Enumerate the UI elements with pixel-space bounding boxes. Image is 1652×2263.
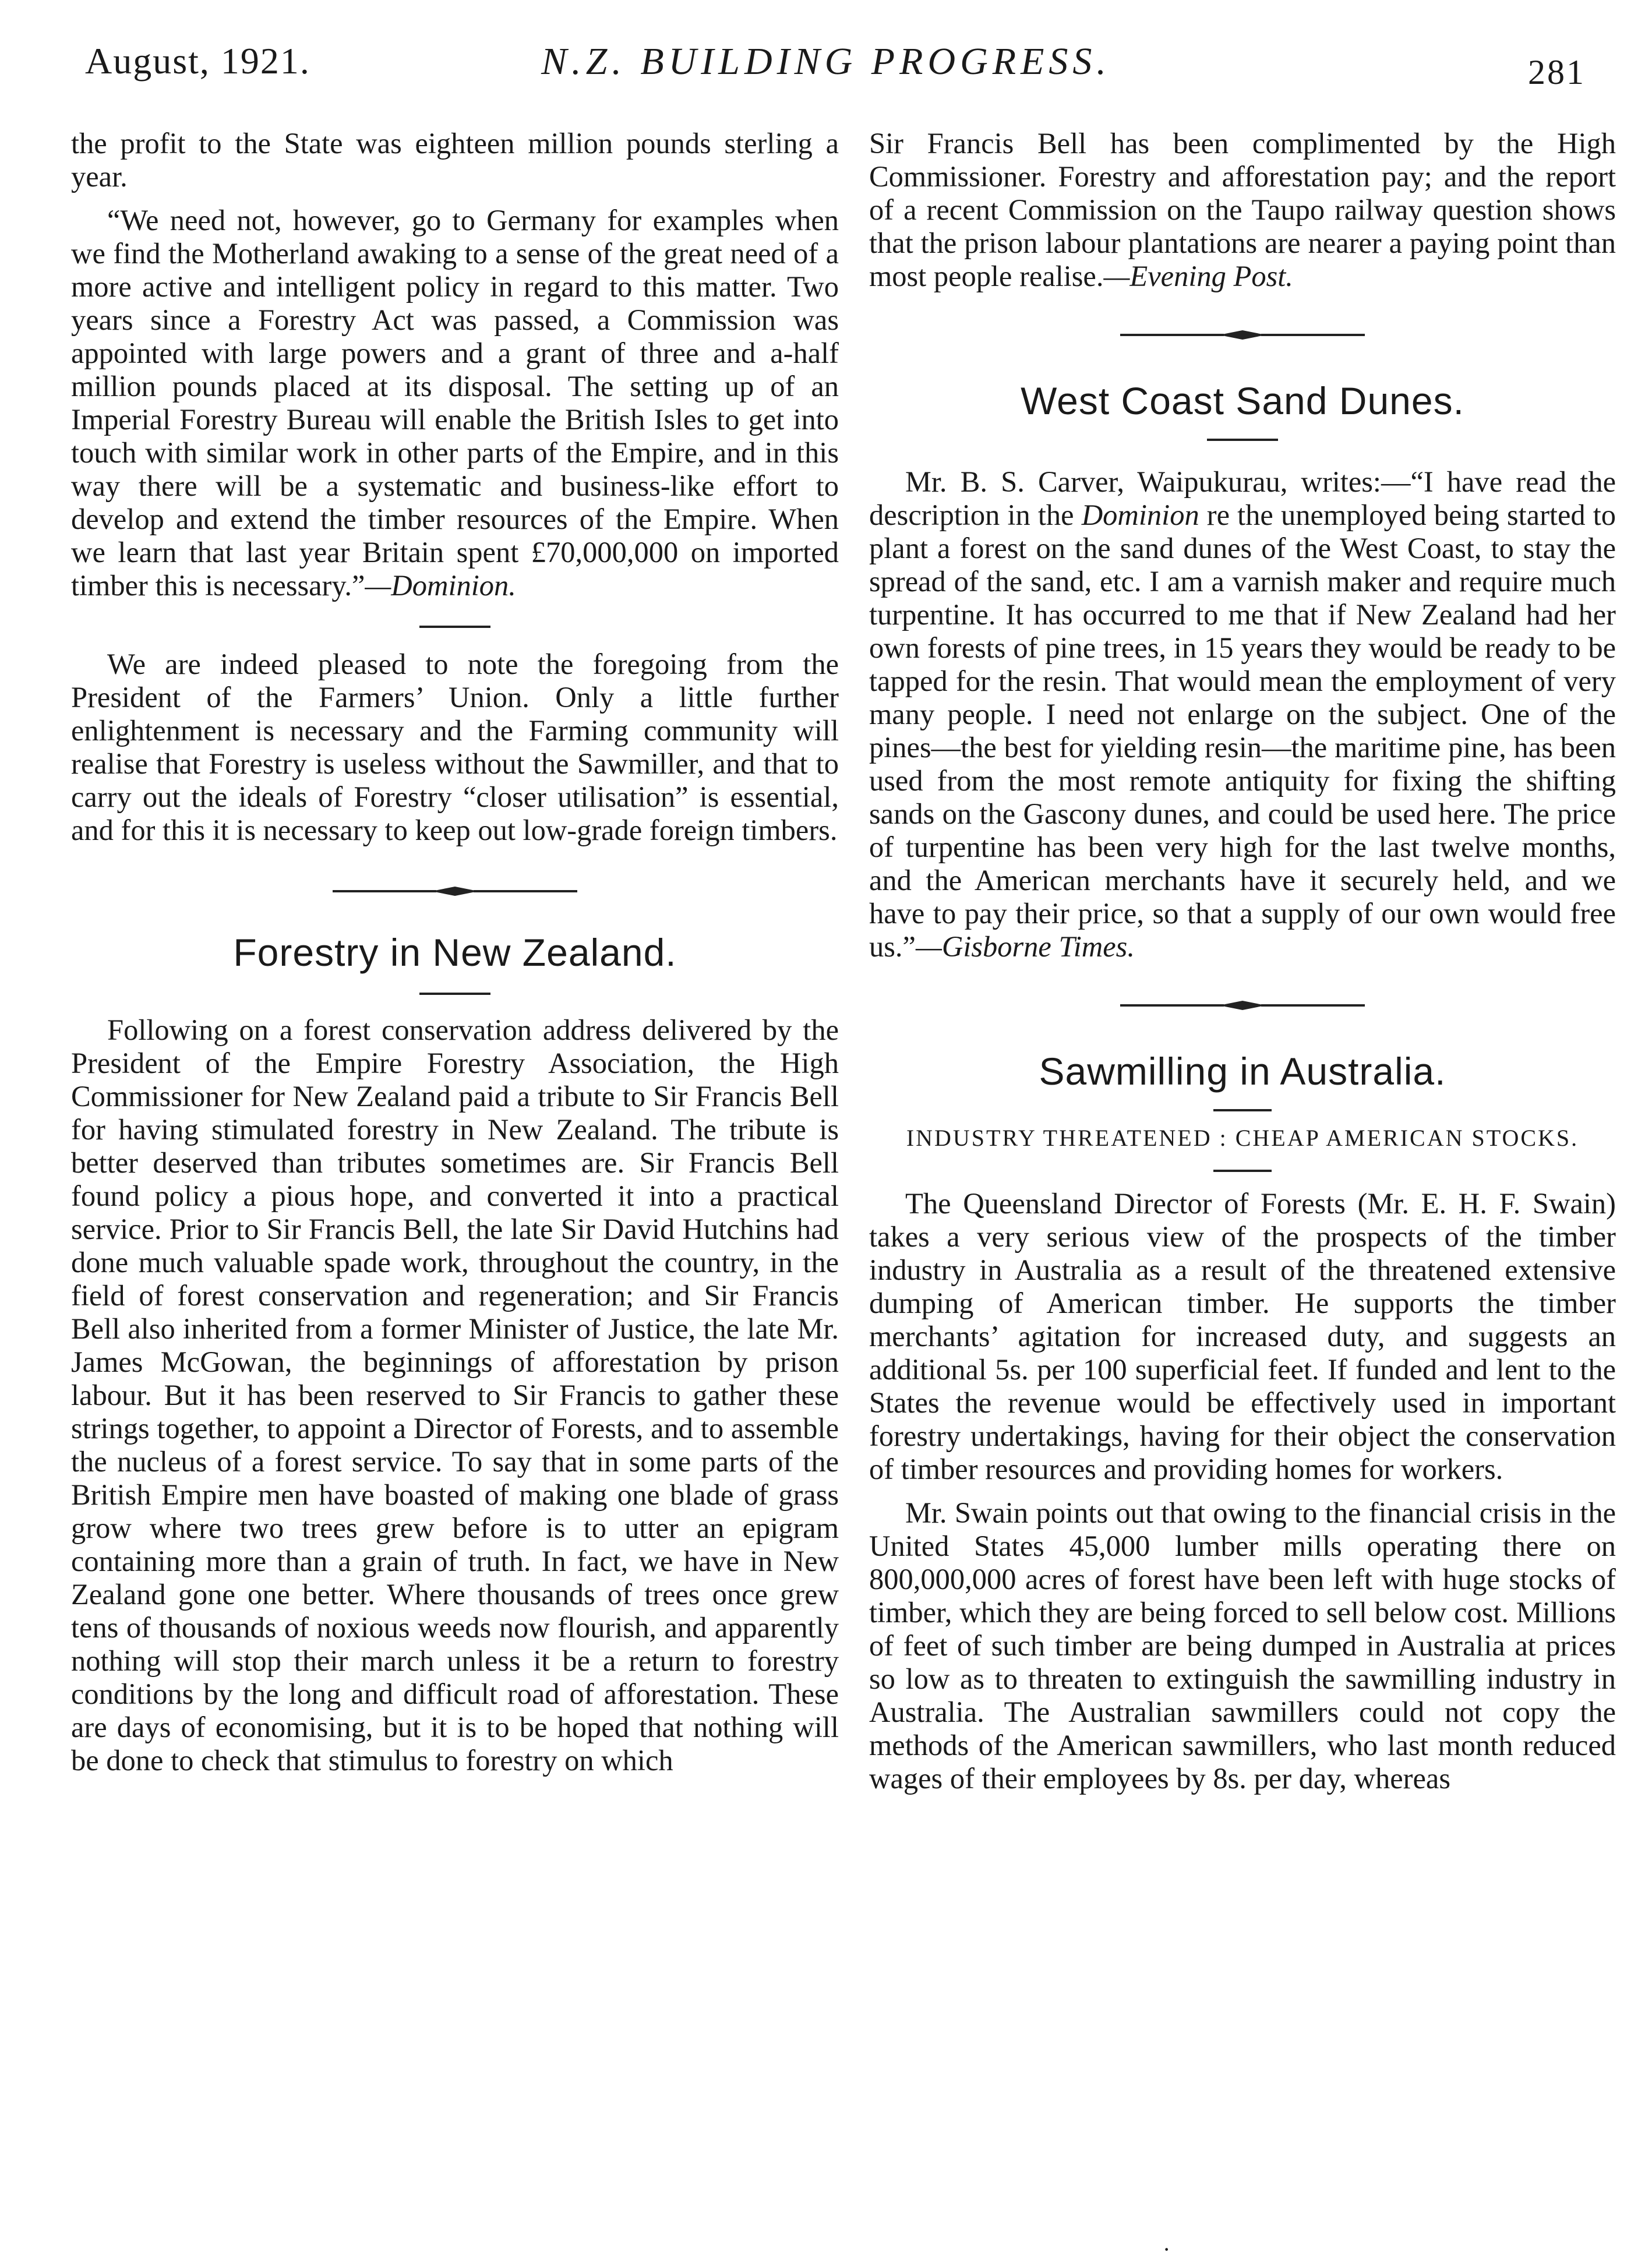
paragraph-continued: the profit to the State was eighteen million pounds sterling a year. (71, 127, 839, 193)
paragraph-editorial: We are indeed pleased to note the foregoing from the President of the Farmers’ Union. Only a little further enlightenment is necessary and the Farming community will realise that Forestry is useless without the Sawmiller, and that to carry out the ideals of Forestry “closer utilisation” is essential, and for this it is necessary to keep out low-grade foreign timbers. (71, 648, 839, 846)
source-evening-post: —Evening Post. (1103, 260, 1293, 292)
source-dominion: —Dominion. (365, 569, 516, 602)
paragraph-forestry: Following on a forest conservation address delivered by the President of the Empire Forestry Association, the High Commissioner for New Zealand paid a tribute to Sir Francis Bell for having stimulated forestry in New Zealand. The tribute is better deserved than tributes sometimes are. Sir Francis Bell found policy a pious hope, and converted it into a practical service. Prior to Sir Francis Bell, the late Sir David Hutchins had done much valuable spade work, throughout the country, in the field of forest conservation and regeneration; and Sir Francis Bell also inherited from a former Minister of Justice, the late Mr. James McGowan, the beginnings of afforestation by prison labour. But it has been reserved to Sir Francis to gather these strings together, to appoint a Director of Forests, and to assemble the nucleus of a forest service. To say that in some parts of the British Empire men have boasted of making one blade of grass grow where two trees grew before is to utter an epigram containing more than a grain of truth. In fact, we have in New Zealand gone one better. Where thousands of trees once grew tens of thousands of noxious weeds now flourish, and apparently nothing will stop their march unless it be a return to forestry conditions by the long and difficult road of afforestation. These are days of economising, but it is to be hoped that nothing will be done to check that stimulus to forestry on which (71, 1014, 839, 1777)
italic-dominion: Dominion (1081, 499, 1199, 531)
ornament-divider (333, 880, 577, 903)
publication-title: N.Z. BUILDING PROGRESS. (541, 40, 1111, 83)
paragraph-lead: Mr. B. S. Carver, Waipukurau, writes:—“I have read the description in the (869, 465, 1616, 531)
subheading-rule (1213, 1170, 1272, 1172)
page-number: 281 (1528, 53, 1586, 91)
section-rule (419, 626, 490, 628)
paragraph-sawmilling-2: Mr. Swain points out that owing to the financial crisis in the United States 45,000 lumber mills operating there on 800,000,000 acres of forest have been left with huge stocks of timber, which they are being forced to sell below cost. Millions of feet of such timber are being dumped in Australia at prices so low as to threaten to extinguish the sawmilling industry in Australia. The Australian sawmillers could not copy the methods of the American sawmillers, who last month reduced wages of their employees by 8s. per day, whereas (869, 1496, 1616, 1795)
issue-date: August, 1921. (85, 40, 310, 82)
heading-west-coast-sand-dunes: West Coast Sand Dunes. (1021, 379, 1464, 422)
print-mark: · (1163, 2236, 1171, 2262)
paragraph-quote (71, 204, 839, 602)
heading-rule (1213, 1109, 1272, 1111)
ornament-divider (1120, 994, 1365, 1017)
heading-sawmilling-in-australia: Sawmilling in Australia. (1039, 1050, 1446, 1093)
source-gisborne-times: —Gisborne Times. (915, 930, 1135, 963)
paragraph-body: re the unemployed being started to plant a forest on the sand dunes of the West Coast, to stay the spread of the sand, etc. I am a varnish maker and require much turpentine. It has occurred to me that if New Zealand had her own forests of pine trees, in 15 years they would be ready to be tapped for the resin. That would mean the employment of very many people. I need not enlarge on the subject. One of the pines—the best for yielding resin—the maritime pine, has been used from the most remote antiquity for fixing the shifting sands on the Gascony dunes, and could be used here. The price of turpentine has been very high for the last twelve months, and the American merchants have it securely held, and we have to pay their price, so that a supply of our own would free us.” (869, 499, 1616, 963)
paragraph-sawmilling-1: The Queensland Director of Forests (Mr. E. H. F. Swain) takes a very serious view of the prospects of the timber industry in Australia as a result of the threatened extensive dumping of American timber. He supports the timber merchants’ agitation for increased duty, and suggests an additional 5s. per 100 superficial feet. If funded and lent to the States the revenue would be effectively used in important forestry undertakings, having for their object the conservation of timber resources and providing homes for workers. (869, 1187, 1616, 1485)
page-header (0, 40, 1652, 115)
left-column (71, 127, 839, 1777)
ornament-divider (1120, 323, 1365, 347)
subheading: INDUSTRY THREATENED : CHEAP AMERICAN STOCKS. (906, 1125, 1579, 1151)
heading-forestry-in-new-zealand: Forestry in New Zealand. (233, 931, 677, 974)
paragraph-continued-right (869, 127, 1616, 293)
heading-rule (1207, 439, 1278, 441)
paragraph-sand-dunes (869, 465, 1616, 963)
right-column (869, 127, 1616, 1795)
paragraph-text: Sir Francis Bell has been complimented by the High Commissioner. Forestry and afforestation pay; and the report of a recent Commission on the Taupo railway question shows that the prison labour plantations are nearer a paying point than most people realise. (869, 127, 1616, 292)
quote-text: “We need not, however, go to Germany for examples when we find the Motherland awaking to a sense of the great need of a more active and intelligent policy in regard to this matter. Two years since a Forestry Act was passed, a Commission was appointed with large powers and a grant of three and a-half million pounds placed at its disposal. The setting up of an Imperial Forestry Bureau will enable the British Isles to get into touch with similar work in other parts of the Empire, and in this way there will be a systematic and business-like effort to develop and extend the timber resources of the Empire. When we learn that last year Britain spent £70,000,000 on imported timber this is necessary.” (71, 204, 839, 602)
heading-rule (419, 993, 490, 995)
